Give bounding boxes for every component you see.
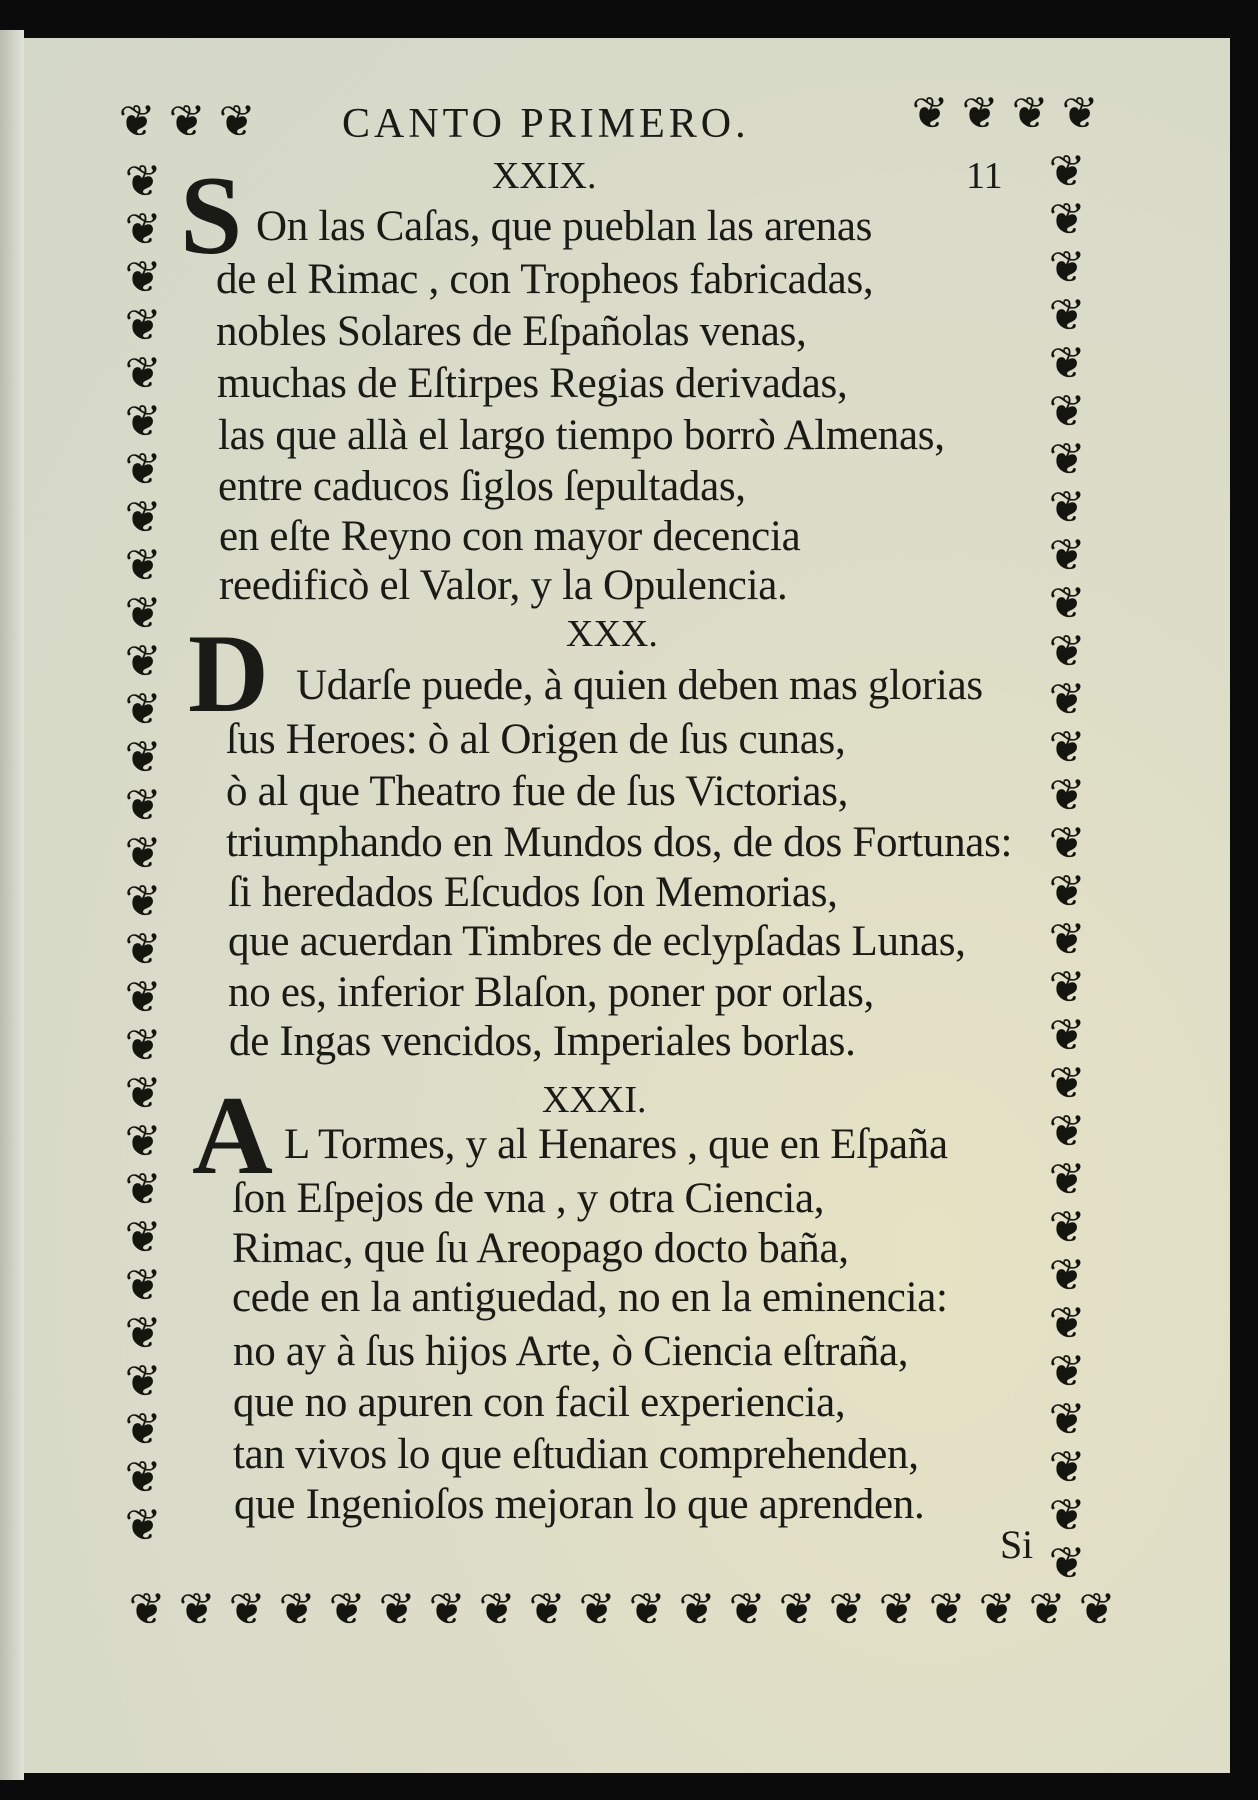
verse-line: On las Caſas, que pueblan las arenas: [256, 203, 873, 250]
fleuron-ornament-icon: ❦: [1048, 1155, 1086, 1204]
verse-line: L Tormes, y al Henares , que en Eſpaña: [284, 1121, 948, 1168]
verse-line: que Ingenioſos mejoran lo que aprenden.: [234, 1481, 925, 1528]
fleuron-ornament-icon: ❦: [1048, 1203, 1086, 1252]
fleuron-ornament-icon: ❦: [1048, 243, 1086, 292]
fleuron-ornament-icon: ❦: [124, 1357, 162, 1406]
fleuron-ornament-icon: ❦: [124, 973, 162, 1022]
fleuron-ornament-icon: ❦: [1048, 1491, 1086, 1540]
fleuron-ornament-icon: ❦: [1048, 915, 1086, 964]
fleuron-ornament-icon: ❦: [328, 1585, 366, 1634]
fleuron-ornament-icon: ❦: [928, 1585, 966, 1634]
verse-line: ſon Eſpejos de vna , y otra Ciencia,: [232, 1175, 825, 1222]
fleuron-ornament-icon: ❦: [1048, 1443, 1086, 1492]
fleuron-ornament-icon: ❦: [124, 781, 162, 830]
fleuron-ornament-icon: ❦: [124, 1501, 162, 1550]
fleuron-ornament-icon: ❦: [1048, 1395, 1086, 1444]
verse-line: las que allà el largo tiempo borrò Almenas,: [218, 412, 945, 459]
fleuron-ornament-icon: ❦: [1048, 963, 1086, 1012]
fleuron-ornament-icon: ❦: [124, 637, 162, 686]
fleuron-ornament-icon: ❦: [678, 1585, 716, 1634]
fleuron-ornament-icon: ❦: [1048, 627, 1086, 676]
ornament-border-top-right: [905, 89, 1105, 140]
fleuron-ornament-icon: ❦: [1048, 579, 1086, 628]
fleuron-ornament-icon: ❦: [168, 97, 206, 146]
stanza-numeral: XXXI.: [542, 1079, 647, 1121]
fleuron-ornament-icon: ❦: [124, 925, 162, 974]
fleuron-ornament-icon: ❦: [124, 253, 162, 302]
verse-line: reedificò el Valor, y la Opulencia.: [219, 562, 788, 609]
verse-line: ò al que Theatro fue de ſus Victorias,: [226, 768, 849, 815]
fleuron-ornament-icon: ❦: [878, 1585, 916, 1634]
fleuron-ornament-icon: ❦: [124, 1069, 162, 1118]
fleuron-ornament-icon: ❦: [124, 589, 162, 638]
previous-page-edge: [0, 30, 24, 1780]
verse-line: tan vivos lo que eſtudian comprehenden,: [233, 1431, 919, 1478]
fleuron-ornament-icon: ❦: [218, 97, 256, 146]
fleuron-ornament-icon: ❦: [1048, 387, 1086, 436]
fleuron-ornament-icon: ❦: [728, 1585, 766, 1634]
verse-line: que acuerdan Timbres de eclypſadas Lunas,: [228, 918, 966, 965]
fleuron-ornament-icon: ❦: [1048, 723, 1086, 772]
fleuron-ornament-icon: ❦: [1061, 89, 1099, 138]
fleuron-ornament-icon: ❦: [124, 733, 162, 782]
ornament-border-right: [1042, 147, 1092, 1590]
fleuron-ornament-icon: ❦: [428, 1585, 466, 1634]
fleuron-ornament-icon: ❦: [911, 89, 949, 138]
fleuron-ornament-icon: ❦: [124, 157, 162, 206]
running-title: CANTO PRIMERO.: [342, 101, 750, 147]
fleuron-ornament-icon: ❦: [278, 1585, 316, 1634]
fleuron-ornament-icon: ❦: [528, 1585, 566, 1634]
fleuron-ornament-icon: ❦: [124, 1165, 162, 1214]
verse-line: ſi heredados Eſcudos ſon Memorias,: [228, 869, 838, 916]
verse-line: cede en la antiguedad, no en la eminencia:: [232, 1274, 948, 1321]
fleuron-ornament-icon: ❦: [1048, 771, 1086, 820]
verse-line: de Ingas vencidos, Imperiales borlas.: [229, 1018, 856, 1065]
fleuron-ornament-icon: ❦: [118, 97, 156, 146]
fleuron-ornament-icon: ❦: [124, 1117, 162, 1166]
verse-line: entre caducos ſiglos ſepultadas,: [218, 463, 746, 510]
fleuron-ornament-icon: ❦: [1048, 483, 1086, 532]
fleuron-ornament-icon: ❦: [1048, 819, 1086, 868]
fleuron-ornament-icon: ❦: [124, 685, 162, 734]
fleuron-ornament-icon: ❦: [124, 1261, 162, 1310]
fleuron-ornament-icon: ❦: [124, 541, 162, 590]
fleuron-ornament-icon: ❦: [124, 1021, 162, 1070]
fleuron-ornament-icon: ❦: [1011, 89, 1049, 138]
fleuron-ornament-icon: ❦: [578, 1585, 616, 1634]
fleuron-ornament-icon: ❦: [378, 1585, 416, 1634]
verse-line: que no apuren con facil experiencia,: [233, 1379, 846, 1426]
fleuron-ornament-icon: ❦: [124, 1213, 162, 1262]
fleuron-ornament-icon: ❦: [124, 349, 162, 398]
verse-line: no es, inferior Blaſon, poner por orlas,: [228, 969, 874, 1016]
fleuron-ornament-icon: ❦: [1048, 867, 1086, 916]
page-number: 11: [966, 155, 1003, 197]
fleuron-ornament-icon: ❦: [1048, 1299, 1086, 1348]
fleuron-ornament-icon: ❦: [178, 1585, 216, 1634]
fleuron-ornament-icon: ❦: [124, 397, 162, 446]
fleuron-ornament-icon: ❦: [1048, 1059, 1086, 1108]
fleuron-ornament-icon: ❦: [124, 301, 162, 350]
fleuron-ornament-icon: ❦: [228, 1585, 266, 1634]
fleuron-ornament-icon: ❦: [778, 1585, 816, 1634]
fleuron-ornament-icon: ❦: [128, 1585, 166, 1634]
fleuron-ornament-icon: ❦: [124, 445, 162, 494]
drop-cap: D: [188, 612, 269, 736]
fleuron-ornament-icon: ❦: [124, 1405, 162, 1454]
fleuron-ornament-icon: ❦: [124, 1309, 162, 1358]
ornament-border-left: [118, 157, 168, 1552]
fleuron-ornament-icon: ❦: [124, 877, 162, 926]
verse-line: en eſte Reyno con mayor decencia: [219, 513, 801, 560]
fleuron-ornament-icon: ❦: [828, 1585, 866, 1634]
verse-line: de el Rimac , con Tropheos fabricadas,: [216, 256, 874, 303]
drop-cap: S: [180, 154, 243, 278]
fleuron-ornament-icon: ❦: [124, 829, 162, 878]
fleuron-ornament-icon: ❦: [1048, 1539, 1086, 1588]
fleuron-ornament-icon: ❦: [1048, 339, 1086, 388]
fleuron-ornament-icon: ❦: [124, 205, 162, 254]
verse-line: Rimac, que ſu Areopago docto baña,: [232, 1225, 849, 1272]
stanza-numeral: XXIX.: [492, 155, 597, 197]
fleuron-ornament-icon: ❦: [1048, 531, 1086, 580]
fleuron-ornament-icon: ❦: [1048, 1347, 1086, 1396]
fleuron-ornament-icon: ❦: [124, 1453, 162, 1502]
fleuron-ornament-icon: ❦: [1048, 195, 1086, 244]
catchword: Si: [1000, 1522, 1033, 1567]
verse-line: Udarſe puede, à quien deben mas glorias: [296, 662, 983, 709]
fleuron-ornament-icon: ❦: [978, 1585, 1016, 1634]
fleuron-ornament-icon: ❦: [1028, 1585, 1066, 1634]
verse-line: muchas de Eſtirpes Regias derivadas,: [217, 360, 848, 407]
verse-line: ſus Heroes: ò al Origen de ſus cunas,: [226, 716, 846, 763]
fleuron-ornament-icon: ❦: [628, 1585, 666, 1634]
fleuron-ornament-icon: ❦: [961, 89, 999, 138]
ornament-border-top-left: [112, 97, 262, 148]
fleuron-ornament-icon: ❦: [1048, 1011, 1086, 1060]
ornament-border-bottom: [122, 1585, 1122, 1636]
verse-line: triumphando en Mundos dos, de dos Fortunas:: [226, 819, 1013, 866]
verse-line: no ay à ſus hijos Arte, ò Ciencia eſtraña,: [233, 1328, 909, 1375]
fleuron-ornament-icon: ❦: [1048, 1251, 1086, 1300]
stanza-numeral: XXX.: [566, 613, 658, 655]
fleuron-ornament-icon: ❦: [478, 1585, 516, 1634]
fleuron-ornament-icon: ❦: [1048, 147, 1086, 196]
fleuron-ornament-icon: ❦: [1048, 1107, 1086, 1156]
drop-cap: A: [192, 1074, 273, 1198]
fleuron-ornament-icon: ❦: [1048, 291, 1086, 340]
fleuron-ornament-icon: ❦: [1048, 675, 1086, 724]
fleuron-ornament-icon: ❦: [124, 493, 162, 542]
verse-line: nobles Solares de Eſpañolas venas,: [216, 308, 807, 355]
fleuron-ornament-icon: ❦: [1078, 1585, 1116, 1634]
fleuron-ornament-icon: ❦: [1048, 435, 1086, 484]
